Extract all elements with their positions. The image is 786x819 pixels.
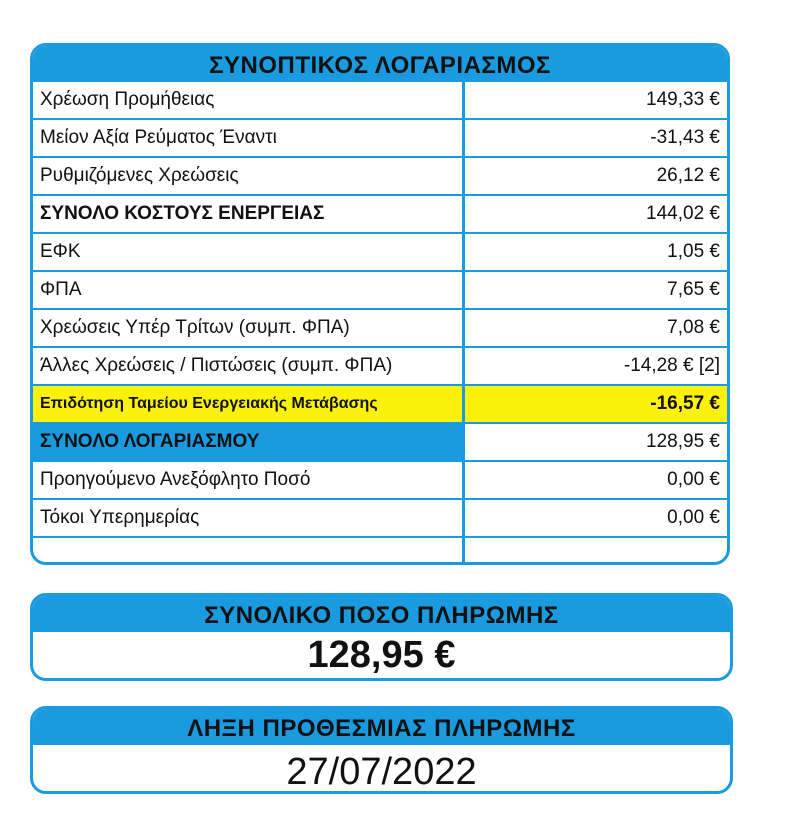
row-label: Μείον Αξία Ρεύματος Έναντι <box>33 119 464 157</box>
row-label: Χρέωση Προμήθειας <box>33 82 464 119</box>
due-date-title: ΛΗΞΗ ΠΡΟΘΕΣΜΙΑΣ ΠΛΗΡΩΜΗΣ <box>33 709 730 745</box>
table-row <box>33 82 727 119</box>
table-row <box>33 271 727 309</box>
payment-total-title: ΣΥΝΟΛΙΚΟ ΠΟΣΟ ΠΛΗΡΩΜΗΣ <box>33 596 730 632</box>
row-value: 7,08 € <box>464 309 728 347</box>
table-row <box>33 499 727 537</box>
row-value: 7,65 € <box>464 271 728 309</box>
row-label: ΣΥΝΟΛΟ ΛΟΓΑΡΙΑΣΜΟΥ <box>33 423 464 461</box>
row-value: 144,02 € <box>464 195 728 233</box>
row-value: 0,00 € <box>464 461 728 499</box>
row-label: Επιδότηση Ταμείου Ενεργειακής Μετάβασης <box>33 385 464 423</box>
row-value: -14,28 € [2] <box>464 347 728 385</box>
row-label: ΕΦΚ <box>33 233 464 271</box>
row-value: -31,43 € <box>464 119 728 157</box>
row-label: Τόκοι Υπερημερίας <box>33 499 464 537</box>
row-value: 149,33 € <box>464 82 728 119</box>
payment-total-amount: 128,95 € <box>307 634 456 676</box>
table-row-subsidy <box>33 385 727 423</box>
row-value: 0,00 € <box>464 499 728 537</box>
due-date-box <box>30 706 733 794</box>
row-label: Άλλες Χρεώσεις / Πιστώσεις (συμπ. ΦΠΑ) <box>33 347 464 385</box>
row-label: ΣΥΝΟΛΟ ΚΟΣΤΟΥΣ ΕΝΕΡΓΕΙΑΣ <box>33 195 464 233</box>
payment-total-box <box>30 593 733 681</box>
row-label <box>33 537 464 565</box>
row-value: -16,57 € <box>464 385 728 423</box>
row-value <box>464 537 728 565</box>
table-row <box>33 461 727 499</box>
table-row-energy-total <box>33 195 727 233</box>
row-value: 26,12 € <box>464 157 728 195</box>
table-row <box>33 309 727 347</box>
row-label: Ρυθμιζόμενες Χρεώσεις <box>33 157 464 195</box>
table-row <box>33 157 727 195</box>
row-value: 128,95 € <box>464 423 728 461</box>
row-label: Προηγούμενο Ανεξόφλητο Ποσό <box>33 461 464 499</box>
due-date-value: 27/07/2022 <box>286 751 477 793</box>
row-label: ΦΠΑ <box>33 271 464 309</box>
table-row-empty <box>33 537 727 565</box>
table-row <box>33 347 727 385</box>
table-row-bill-total <box>33 423 727 461</box>
summary-panel <box>30 43 730 565</box>
row-label: Χρεώσεις Υπέρ Τρίτων (συμπ. ΦΠΑ) <box>33 309 464 347</box>
table-row <box>33 233 727 271</box>
row-value: 1,05 € <box>464 233 728 271</box>
summary-title: ΣΥΝΟΠΤΙΚΟΣ ΛΟΓΑΡΙΑΣΜΟΣ <box>33 46 727 82</box>
summary-table <box>33 82 727 565</box>
table-row <box>33 119 727 157</box>
